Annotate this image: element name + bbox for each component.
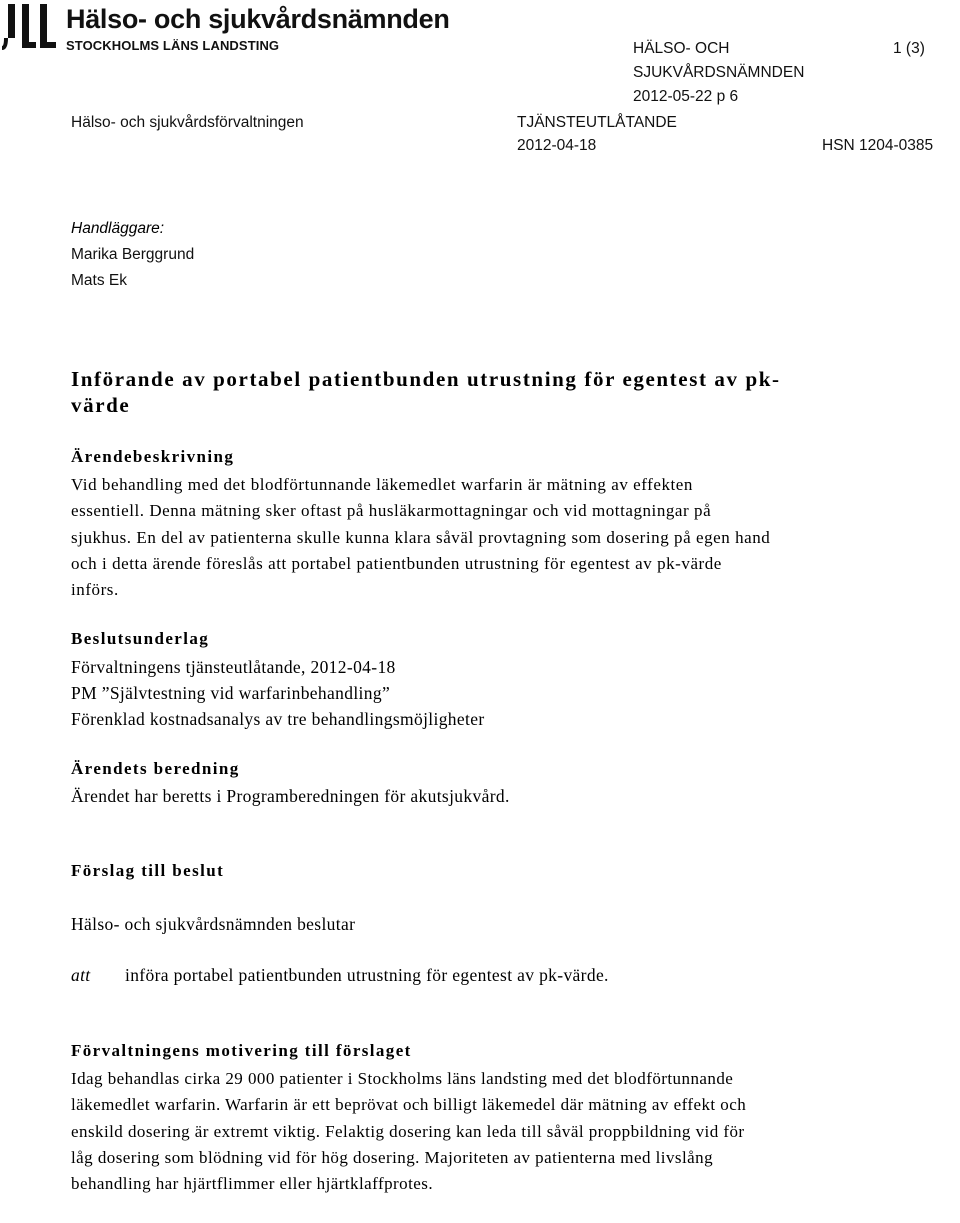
handler-name: Marika Berggrund bbox=[71, 246, 195, 263]
proposal-intro: Hälso- och sjukvårdsnämnden beslutar bbox=[71, 914, 356, 934]
section-heading-motivation: Förvaltningens motivering till förslaget bbox=[71, 1041, 412, 1060]
proposal-att-label: att bbox=[71, 965, 91, 985]
handler-name: Mats Ek bbox=[71, 272, 127, 289]
logo-title: Hälso- och sjukvårdsnämnden bbox=[66, 4, 450, 34]
document-type: TJÄNSTEUTLÅTANDE bbox=[517, 114, 677, 131]
description-text: Vid behandling med det blodförtunnande läkemedlet warfarin är mätning av effekten essentiell. Denna mätning sker oftast på husläkarmottagningar och vid mottagningar på sjukhus. En del av patienterna skulle kunna klara såväl provtagning som dosering på egen hand och i detta ärende föreslås att portabel patientbunden utrustning för egentest av pk-värde införs. bbox=[71, 475, 771, 600]
preparation-text: Ärendet har beretts i Programberedningen för akutsjukvård. bbox=[71, 786, 510, 806]
document-date: 2012-04-18 bbox=[517, 137, 597, 154]
handlers-label: Handläggare: bbox=[71, 220, 165, 237]
section-heading-basis: Beslutsunderlag bbox=[71, 629, 210, 648]
proposal-att-text: införa portabel patientbunden utrustning för egentest av pk-värde. bbox=[125, 965, 609, 985]
meeting-reference: 2012-05-22 p 6 bbox=[633, 88, 739, 105]
document-reference: HSN 1204-0385 bbox=[822, 137, 934, 154]
sll-logo-icon bbox=[2, 2, 60, 54]
document-title: Införande av portabel patientbunden utrustning för egentest av pk-värde bbox=[71, 367, 781, 417]
section-heading-description: Ärendebeskrivning bbox=[71, 447, 235, 466]
department-name: Hälso- och sjukvårdsförvaltningen bbox=[71, 114, 304, 131]
board-name-line2: SJUKVÅRDSNÄMNDEN bbox=[633, 64, 805, 81]
page-number: 1 (3) bbox=[893, 40, 925, 57]
logo-subtitle: STOCKHOLMS LÄNS LANDSTING bbox=[66, 38, 280, 53]
basis-item: Förenklad kostnadsanalys av tre behandlingsmöjligheter bbox=[71, 709, 485, 729]
organization-logo bbox=[0, 0, 480, 60]
board-name-line1: HÄLSO- OCH bbox=[633, 40, 730, 57]
section-heading-preparation: Ärendets beredning bbox=[71, 759, 240, 778]
basis-item: PM ”Självtestning vid warfarinbehandling” bbox=[71, 683, 391, 703]
motivation-text: Idag behandlas cirka 29 000 patienter i Stockholms läns landsting med det blodförtunnande läkemedlet warfarin. Warfarin är ett beprövat och billigt läkemedel där mätning av effekt och enskild dosering är extremt viktig. Felaktig dosering kan leda till såväl proppbildning vid för låg dosering som blödning vid för hög dosering. Majoriteten av patienterna med livslång behandling har hjärtflimmer eller hjärtklaffprotes. bbox=[71, 1069, 747, 1194]
basis-item: Förvaltningens tjänsteutlåtande, 2012-04-18 bbox=[71, 657, 396, 677]
section-heading-proposal: Förslag till beslut bbox=[71, 861, 225, 880]
